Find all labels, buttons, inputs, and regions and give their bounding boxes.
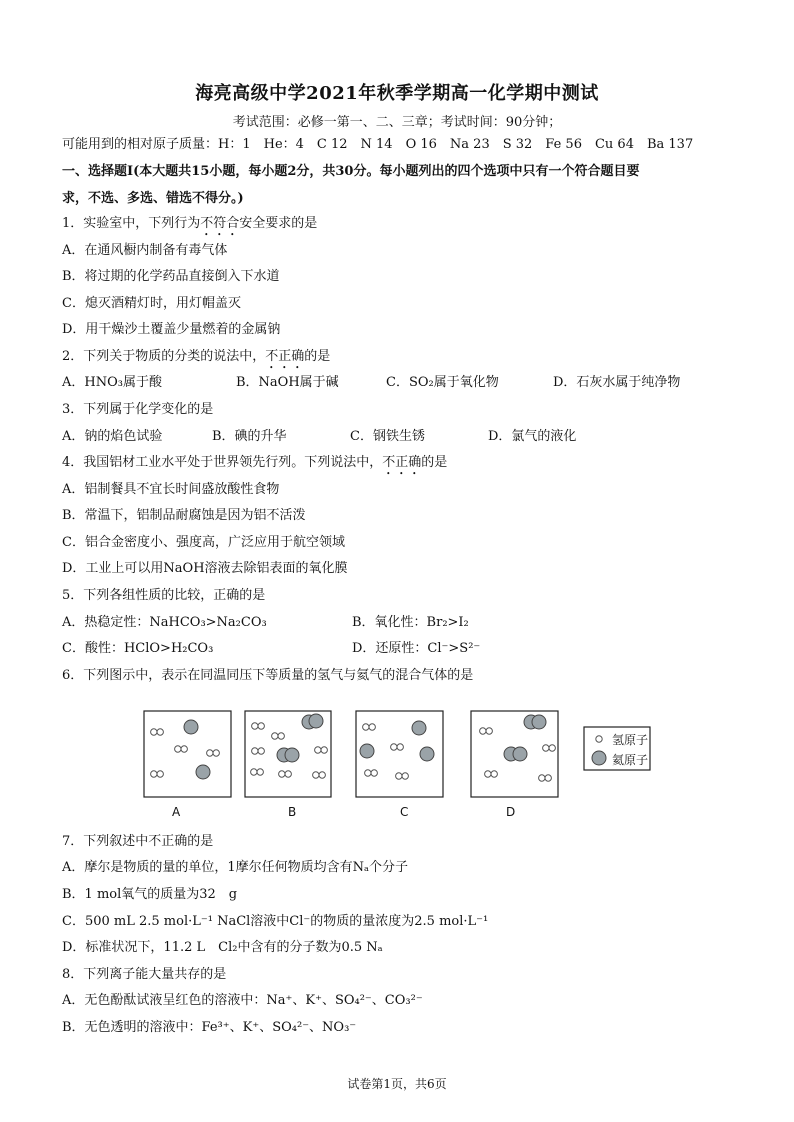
q2-option-b: B．NaOH属于碱 — [236, 375, 339, 390]
q8-stem: 8．下列离子能大量共存的是 — [62, 967, 227, 982]
q2-stem-post: 的是 — [304, 349, 331, 364]
q1-stem-pre: 1．实验室中，下列行为 — [62, 216, 201, 231]
box-label-b: B — [288, 805, 297, 819]
q5-option-d: D．还原性：Cl⁻>S²⁻ — [352, 641, 481, 656]
q2-stem — [62, 347, 330, 372]
legend-helium-icon — [592, 751, 606, 765]
exam-title: 海亮高级中学2021年秋季学期高一化学期中测试 — [195, 83, 599, 104]
q1-stem-emphasis: 不符合 — [200, 216, 240, 231]
q7-option-a: A．摩尔是物质的量的单位，1摩尔任何物质均含有Nₐ个分子 — [62, 860, 409, 875]
q7-option-c: C．500 mL 2.5 mol·L⁻¹ NaCl溶液中Cl⁻的物质的量浓度为2.5 mol·L⁻¹ — [62, 914, 489, 929]
q4-stem-emphasis: 不正确 — [382, 455, 422, 470]
q2-option-d: D．石灰水属于纯净物 — [553, 375, 681, 390]
q1-option-c: C．熄灭酒精灯时，用灯帽盖灭 — [62, 296, 241, 311]
q2-stem-pre: 2．下列关于物质的分类的说法中， — [62, 349, 266, 364]
q1-option-a: A．在通风橱内制备有毒气体 — [62, 243, 228, 258]
q4-stem-post: 的是 — [421, 455, 448, 470]
atomic-masses: 可能用到的相对原子质量：H：1 He：4 C 12 N 14 O 16 Na 23 S 32 Fe 56 Cu 64 Ba 137 — [62, 137, 694, 152]
q3-option-c: C．钢铁生锈 — [350, 429, 425, 444]
q2-options — [62, 373, 680, 393]
q3-option-d: D．氯气的液化 — [488, 429, 577, 444]
q3-stem: 3．下列属于化学变化的是 — [62, 402, 214, 417]
box-c — [356, 711, 443, 797]
q3-options — [62, 427, 576, 447]
q4-option-d: D．工业上可以用NaOH溶液去除铝表面的氧化膜 — [62, 561, 348, 576]
box-label-a: A — [172, 805, 181, 819]
box-b — [245, 711, 331, 797]
box-a — [144, 711, 231, 797]
q5-options-row2 — [62, 639, 480, 659]
page-footer: 试卷第1页，共6页 — [347, 1077, 447, 1091]
q5-option-c: C．酸性：HClO>H₂CO₃ — [62, 641, 214, 656]
q7-stem: 7．下列叙述中不正确的是 — [62, 834, 214, 849]
legend-hydrogen-icon — [596, 736, 602, 742]
q7-option-b: B．1 mol氧气的质量为32 g — [62, 887, 238, 902]
q5-options-row1 — [62, 613, 469, 633]
q4-option-c: C．铝合金密度小、强度高，广泛应用于航空领域 — [62, 535, 345, 550]
q8-option-b: B．无色透明的溶液中：Fe³⁺、K⁺、SO₄²⁻、NO₃⁻ — [62, 1020, 357, 1035]
q5-option-a: A．热稳定性：NaHCO₃>Na₂CO₃ — [62, 615, 267, 630]
q7-option-d: D．标准状况下，11.2 L Cl₂中含有的分子数为0.5 Nₐ — [62, 940, 383, 955]
box-label-c: C — [400, 805, 409, 819]
section1-heading-line2: 求，不选、多选、错选不得分。) — [62, 191, 244, 206]
q1-option-d: D．用干燥沙土覆盖少量燃着的金属钠 — [62, 322, 281, 337]
box-label-d: D — [506, 805, 516, 819]
q6-stem: 6．下列图示中，表示在同温同压下等质量的氢气与氦气的混合气体的是 — [62, 668, 474, 683]
box-d — [471, 711, 558, 797]
legend-hydrogen-label: 氢原子 — [612, 733, 649, 747]
q8-option-a: A．无色酚酞试液呈红色的溶液中：Na⁺、K⁺、SO₄²⁻、CO₃²⁻ — [62, 993, 423, 1008]
q2-option-c: C．SO₂属于氧化物 — [386, 375, 499, 390]
q6-diagram — [140, 700, 660, 825]
legend-helium-label: 氦原子 — [612, 753, 649, 767]
q1-option-b: B．将过期的化学药品直接倒入下水道 — [62, 269, 280, 284]
q4-option-b: B．常温下，铝制品耐腐蚀是因为铝不活泼 — [62, 508, 306, 523]
q2-stem-emphasis: 不正确 — [265, 349, 305, 364]
q3-option-b: B．碘的升华 — [212, 429, 287, 444]
q3-option-a: A．钠的焰色试验 — [62, 429, 163, 444]
q4-stem — [62, 453, 447, 478]
q5-option-b: B．氧化性：Br₂>I₂ — [352, 615, 469, 630]
q1-stem — [62, 214, 317, 239]
exam-scope: 考试范围：必修一第一、二、三章；考试时间：90分钟； — [232, 115, 562, 130]
q4-stem-pre: 4．我国铝材工业水平处于世界领先行列。下列说法中， — [62, 455, 383, 470]
q1-stem-post: 安全要求的是 — [239, 216, 318, 231]
q2-option-a: A．HNO₃属于酸 — [62, 375, 162, 390]
q4-option-a: A．铝制餐具不宜长时间盛放酸性食物 — [62, 482, 280, 497]
section1-heading-line1: 一、选择题Ⅰ(本大题共15小题，每小题2分，共30分。每小题列出的四个选项中只有一个符合题目要 — [62, 164, 640, 179]
q5-stem: 5．下列各组性质的比较，正确的是 — [62, 588, 266, 603]
